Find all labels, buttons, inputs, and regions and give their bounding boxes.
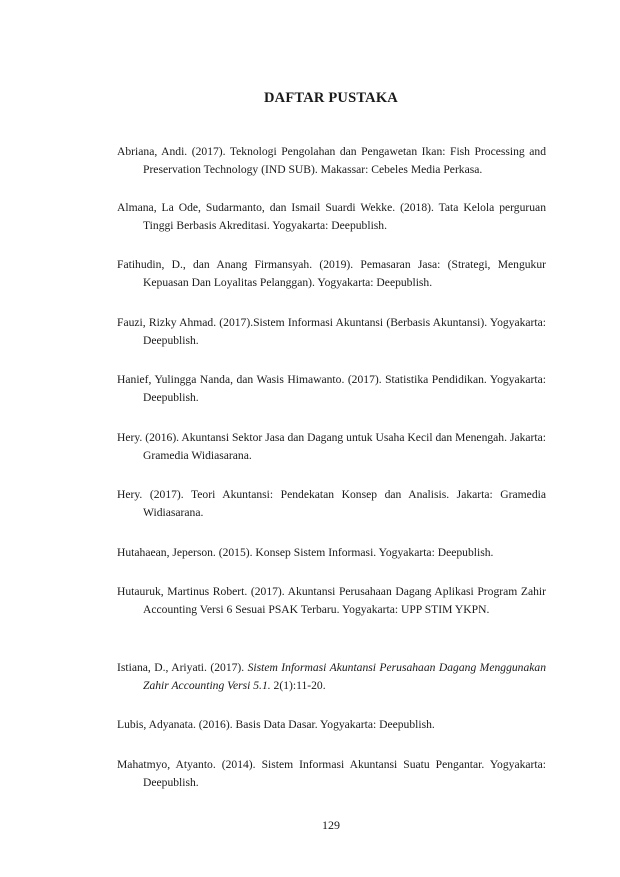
reference-item — [117, 659, 546, 695]
page-title: DAFTAR PUSTAKA — [264, 90, 398, 106]
reference-volume: 2(1):11-20. — [270, 679, 326, 692]
reference-item: Hery. (2016). Akuntansi Sektor Jasa dan Dagang untuk Usaha Kecil dan Menengah. Jakarta: Gramedia Widiasarana. — [117, 431, 546, 462]
reference-item: Fauzi, Rizky Ahmad. (2017).Sistem Informasi Akuntansi (Berbasis Akuntansi). Yogyakarta: Deepublish. — [117, 316, 546, 347]
reference-item: Hanief, Yulingga Nanda, dan Wasis Himawanto. (2017). Statistika Pendidikan. Yogyakarta: Deepublish. — [117, 373, 546, 404]
reference-item: Almana, La Ode, Sudarmanto, dan Ismail Suardi Wekke. (2018). Tata Kelola perguruan Tinggi Berbasis Akreditasi. Yogyakarta: Deepublish. — [117, 201, 546, 232]
reference-item: Lubis, Adyanata. (2016). Basis Data Dasar. Yogyakarta: Deepublish. — [117, 718, 435, 731]
reference-item: Fatihudin, D., dan Anang Firmansyah. (2019). Pemasaran Jasa: (Strategi, Mengukur Kepuasan Dan Loyalitas Pelanggan). Yogyakarta: Deepublish. — [117, 258, 546, 289]
reference-item: Hutahaean, Jeperson. (2015). Konsep Sistem Informasi. Yogyakarta: Deepublish. — [117, 546, 494, 559]
reference-title-italic: Sistem Informasi Akuntansi Perusahaan Dagang Menggunakan Zahir Accounting Versi 5.1. — [143, 661, 546, 692]
reference-item: Abriana, Andi. (2017). Teknologi Pengolahan dan Pengawetan Ikan: Fish Processing and Preservation Technology (IND SUB). Makassar: Cebeles Media Perkasa. — [117, 145, 546, 176]
reference-item: Mahatmyo, Atyanto. (2014). Sistem Informasi Akuntansi Suatu Pengantar. Yogyakarta: Deepublish. — [117, 758, 546, 789]
reference-authors: Istiana, D., Ariyati. (2017). — [117, 661, 248, 674]
reference-item: Hutauruk, Martinus Robert. (2017). Akuntansi Perusahaan Dagang Aplikasi Program Zahir Accounting Versi 6 Sesuai PSAK Terbaru. Yogyakarta: UPP STIM YKPN. — [117, 585, 546, 616]
reference-item: Hery. (2017). Teori Akuntansi: Pendekatan Konsep dan Analisis. Jakarta: Gramedia Widiasarana. — [117, 488, 546, 519]
page-number: 129 — [322, 818, 340, 832]
